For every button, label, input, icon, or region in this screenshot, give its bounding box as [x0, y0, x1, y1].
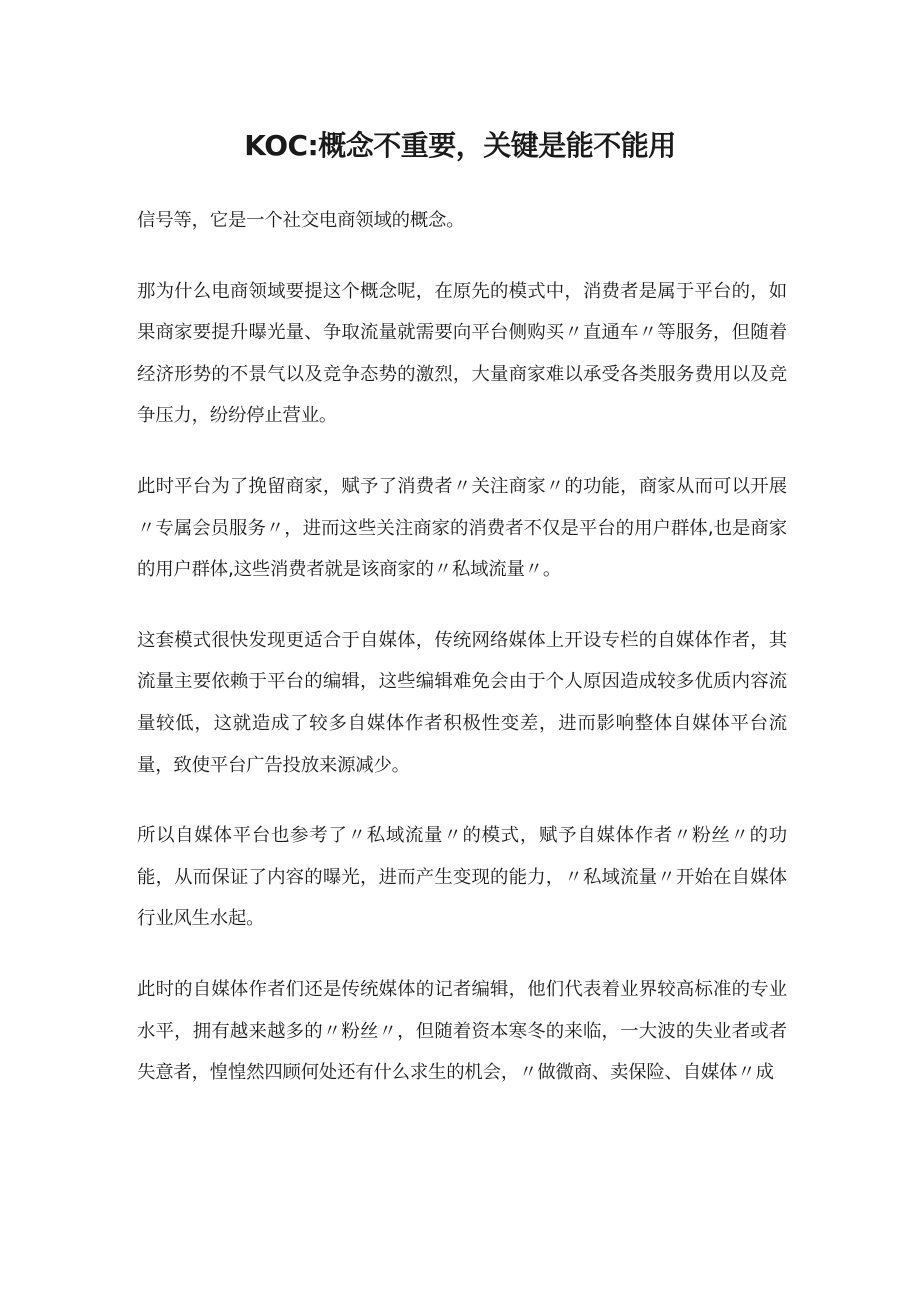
paragraph-6: 此时的自媒体作者们还是传统媒体的记者编辑，他们代表着业界较高标准的专业水平，拥有越来越多的〃粉丝〃，但随着资本寒冬的来临，一大波的失业者或者失意者，惶惶然四顾何处还有什么求生的机会，〃做微商、卖保险、自媒体〃成: [137, 978, 787, 1084]
paragraph-4: 这套模式很快发现更适合于自媒体，传统网络媒体上开设专栏的自媒体作者，其流量主要依赖于平台的编辑，这些编辑难免会由于个人原因造成较多优质内容流量较低，这就造成了较多自媒体作者积极性变差，进而影响整体自媒体平台流量，致使平台广告投放来源减少。: [137, 629, 787, 776]
paragraph-2: 那为什么电商领域要提这个概念呢，在原先的模式中，消费者是属于平台的，如果商家要提升曝光量、争取流量就需要向平台侧购买〃直通车〃等服务，但随着经济形势的不景气以及竞争态势的激烈，大量商家难以承受各类服务费用以及竞争压力，纷纷停止营业。: [137, 280, 787, 427]
document-title: KOC:概念不重要，关键是能不能用: [244, 129, 676, 162]
paragraph-3: 此时平台为了挽留商家，赋予了消费者〃关注商家〃的功能，商家从而可以开展〃专属会员服务〃，进而这些关注商家的消费者不仅是平台的用户群体,也是商家的用户群体,这些消费者就是该商家的〃私域流量〃。: [137, 475, 787, 581]
paragraph-5: 所以自媒体平台也参考了〃私域流量〃的模式，赋予自媒体作者〃粉丝〃的功能，从而保证了内容的曝光，进而产生变现的能力，〃私域流量〃开始在自媒体行业风生水起。: [137, 825, 787, 930]
document-body: [137, 200, 787, 1123]
paragraph-1: 信号等，它是一个社交电商领域的概念。: [137, 210, 465, 231]
